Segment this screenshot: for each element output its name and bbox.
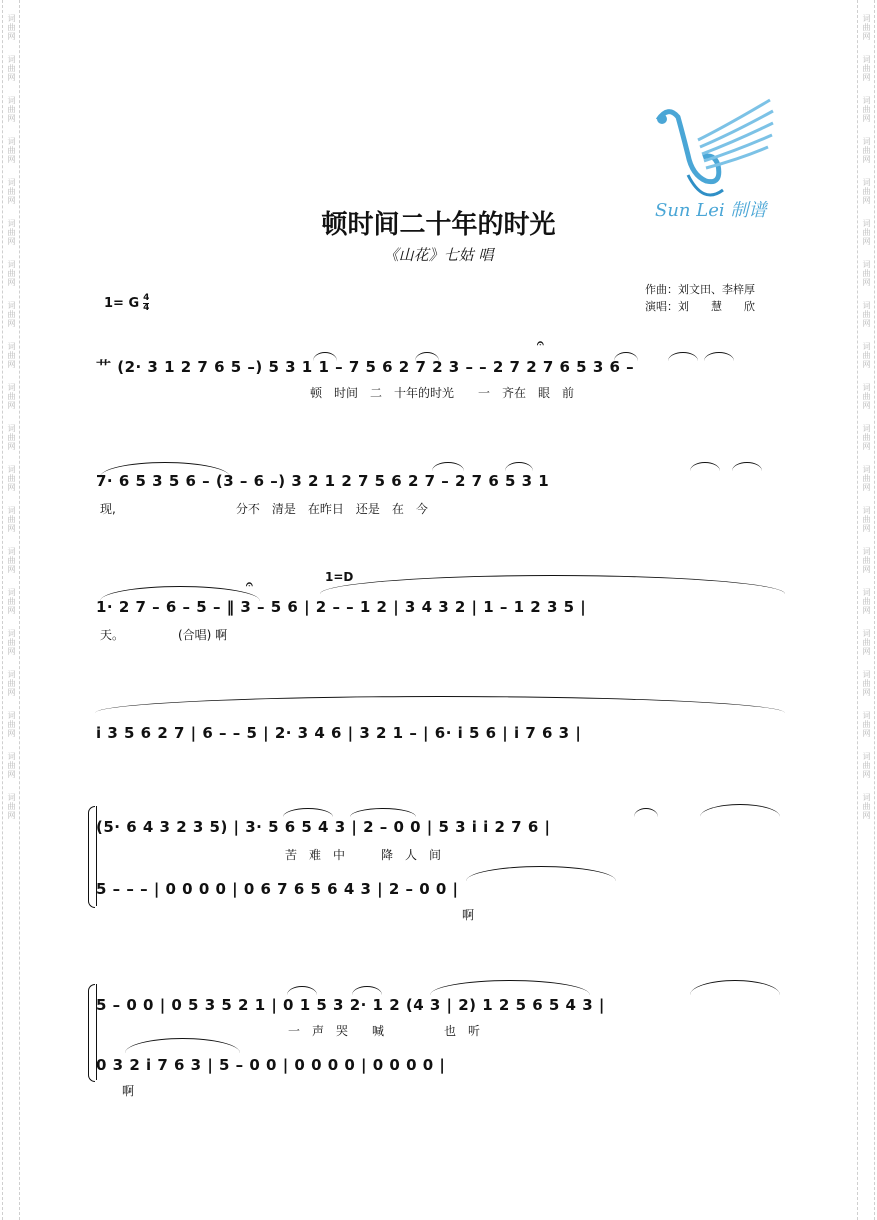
watermark-text: 词曲网 xyxy=(7,301,16,328)
watermark-text: 词曲网 xyxy=(7,629,16,656)
singer-credit: 演唱：刘 慧 欣 xyxy=(645,300,755,313)
key-label: 1= G xyxy=(104,296,140,311)
watermark-text: 词曲网 xyxy=(7,670,16,697)
credits xyxy=(645,281,755,315)
watermark-text: 词曲网 xyxy=(862,178,871,205)
watermark-text: 词曲网 xyxy=(7,547,16,574)
watermark-text: 词曲网 xyxy=(862,55,871,82)
slur xyxy=(352,986,382,995)
watermark-text: 词曲网 xyxy=(7,383,16,410)
watermark-text: 词曲网 xyxy=(862,137,871,164)
watermark-text: 词曲网 xyxy=(862,752,871,779)
fermata-mark: 𝄐 xyxy=(246,577,253,591)
watermark-text: 词曲网 xyxy=(7,178,16,205)
watermark-text: 词曲网 xyxy=(7,260,16,287)
song-subtitle: 《山花》七姑 唱 xyxy=(383,246,494,264)
watermark-text: 词曲网 xyxy=(862,383,871,410)
watermark-text: 词曲网 xyxy=(7,752,16,779)
left-watermark-strip xyxy=(2,0,20,1220)
watermark-text: 词曲网 xyxy=(7,793,16,820)
slur xyxy=(430,980,590,995)
upper-lyrics-1: 苦 难 中 降 人 间 xyxy=(285,848,442,862)
watermark-text: 词曲网 xyxy=(7,137,16,164)
lyrics-line-1: 顿 时间 二 十年的时光 一 齐在 眼 前 xyxy=(310,386,575,400)
upper-voice-1: (5· 6 4 3 2 3 5) | 3· 5 6 5 4 3 | 2 – 0 0 | 5 3 i i 2 7 6 | xyxy=(96,818,551,836)
watermark-text: 词曲网 xyxy=(862,14,871,41)
time-bottom: 4 xyxy=(143,303,150,313)
notation-line-3: 1· 2 7 – 6 – 5 – ‖ 3 – 5 6 | 2 – – 1 2 | 3 4 3 2 | 1 – 1 2 3 5 | xyxy=(96,598,587,616)
lyrics-line-3: 天。 (合唱) 啊 xyxy=(100,628,228,642)
watermark-text: 词曲网 xyxy=(862,629,871,656)
watermark-text: 词曲网 xyxy=(862,96,871,123)
watermark-text: 词曲网 xyxy=(7,96,16,123)
slur xyxy=(690,462,720,471)
slur xyxy=(634,808,658,817)
key-change-marker: 1=D xyxy=(325,570,354,584)
watermark-text: 词曲网 xyxy=(7,219,16,246)
watermark-text: 词曲网 xyxy=(7,465,16,492)
lower-lyrics-2: 啊 xyxy=(122,1084,135,1098)
slur xyxy=(690,980,780,995)
lower-voice-2: 0 3 2 i 7 6 3 | 5 – 0 0 | 0 0 0 0 | 0 0 0 0 | xyxy=(96,1056,446,1074)
watermark-text: 词曲网 xyxy=(862,670,871,697)
logo-text: Sun Lei 制谱 xyxy=(655,200,767,221)
lyrics-line-2: 现, 分不 清是 在昨日 还是 在 今 xyxy=(100,502,428,516)
slur xyxy=(320,575,785,594)
composer-credit: 作曲：刘文田、李梓厚 xyxy=(645,283,755,296)
notation-line-4: i 3 5 6 2 7 | 6 – – 5 | 2· 3 4 6 | 3 2 1 – | 6· i 5 6 | i 7 6 3 | xyxy=(96,724,582,742)
slur xyxy=(700,804,780,817)
watermark-text: 词曲网 xyxy=(862,301,871,328)
watermark-text: 词曲网 xyxy=(862,506,871,533)
system-brace xyxy=(88,806,95,908)
watermark-text: 词曲网 xyxy=(862,219,871,246)
slur xyxy=(432,462,464,471)
watermark-text: 词曲网 xyxy=(7,711,16,738)
lower-voice-1: 5 – – – | 0 0 0 0 | 0 6 7 6 5 6 4 3 | 2 – 0 0 | xyxy=(96,880,459,898)
system-brace xyxy=(88,984,95,1082)
notation-line-1: 艹 (2· 3 1 2 7 6 5 –) 5 3 1 1 – 7 5 6 2 7 2 3 – – 2 7 2 7 6 5 3 6 – xyxy=(96,358,635,376)
upper-voice-2: 5 – 0 0 | 0 5 3 5 2 1 | 0 1 5 3 2· 1 2 (4 3 | 2) 1 2 5 6 5 4 3 | xyxy=(96,996,605,1014)
key-signature xyxy=(104,294,149,313)
notation-line-2: 7· 6 5 3 5 6 – (3 – 6 –) 3 2 1 2 7 5 6 2 7 – 2 7 6 5 3 1 xyxy=(96,472,550,490)
watermark-text: 词曲网 xyxy=(7,55,16,82)
watermark-text: 词曲网 xyxy=(7,588,16,615)
watermark-text: 词曲网 xyxy=(862,547,871,574)
slur xyxy=(505,462,533,471)
slur xyxy=(95,696,785,713)
watermark-text: 词曲网 xyxy=(862,342,871,369)
watermark-text: 词曲网 xyxy=(7,506,16,533)
slur xyxy=(125,1038,240,1053)
slur xyxy=(466,866,616,881)
slur xyxy=(732,462,762,471)
fermata-mark: 𝄐 xyxy=(537,336,544,350)
watermark-text: 词曲网 xyxy=(862,588,871,615)
upper-lyrics-2: 一 声 哭 喊 也 听 xyxy=(288,1024,481,1038)
watermark-text: 词曲网 xyxy=(862,424,871,451)
watermark-text: 词曲网 xyxy=(862,793,871,820)
slur xyxy=(350,808,416,817)
watermark-text: 词曲网 xyxy=(862,260,871,287)
watermark-text: 词曲网 xyxy=(862,711,871,738)
time-signature xyxy=(143,294,149,313)
watermark-text: 词曲网 xyxy=(7,424,16,451)
lower-lyrics-1: 啊 xyxy=(462,908,475,922)
slur xyxy=(287,986,317,995)
right-watermark-strip xyxy=(857,0,875,1220)
watermark-text: 词曲网 xyxy=(862,465,871,492)
time-top: 4 xyxy=(143,293,150,303)
watermark-text: 词曲网 xyxy=(7,14,16,41)
song-title: 顿时间二十年的时光 xyxy=(321,210,556,240)
watermark-text: 词曲网 xyxy=(7,342,16,369)
slur xyxy=(283,808,333,817)
